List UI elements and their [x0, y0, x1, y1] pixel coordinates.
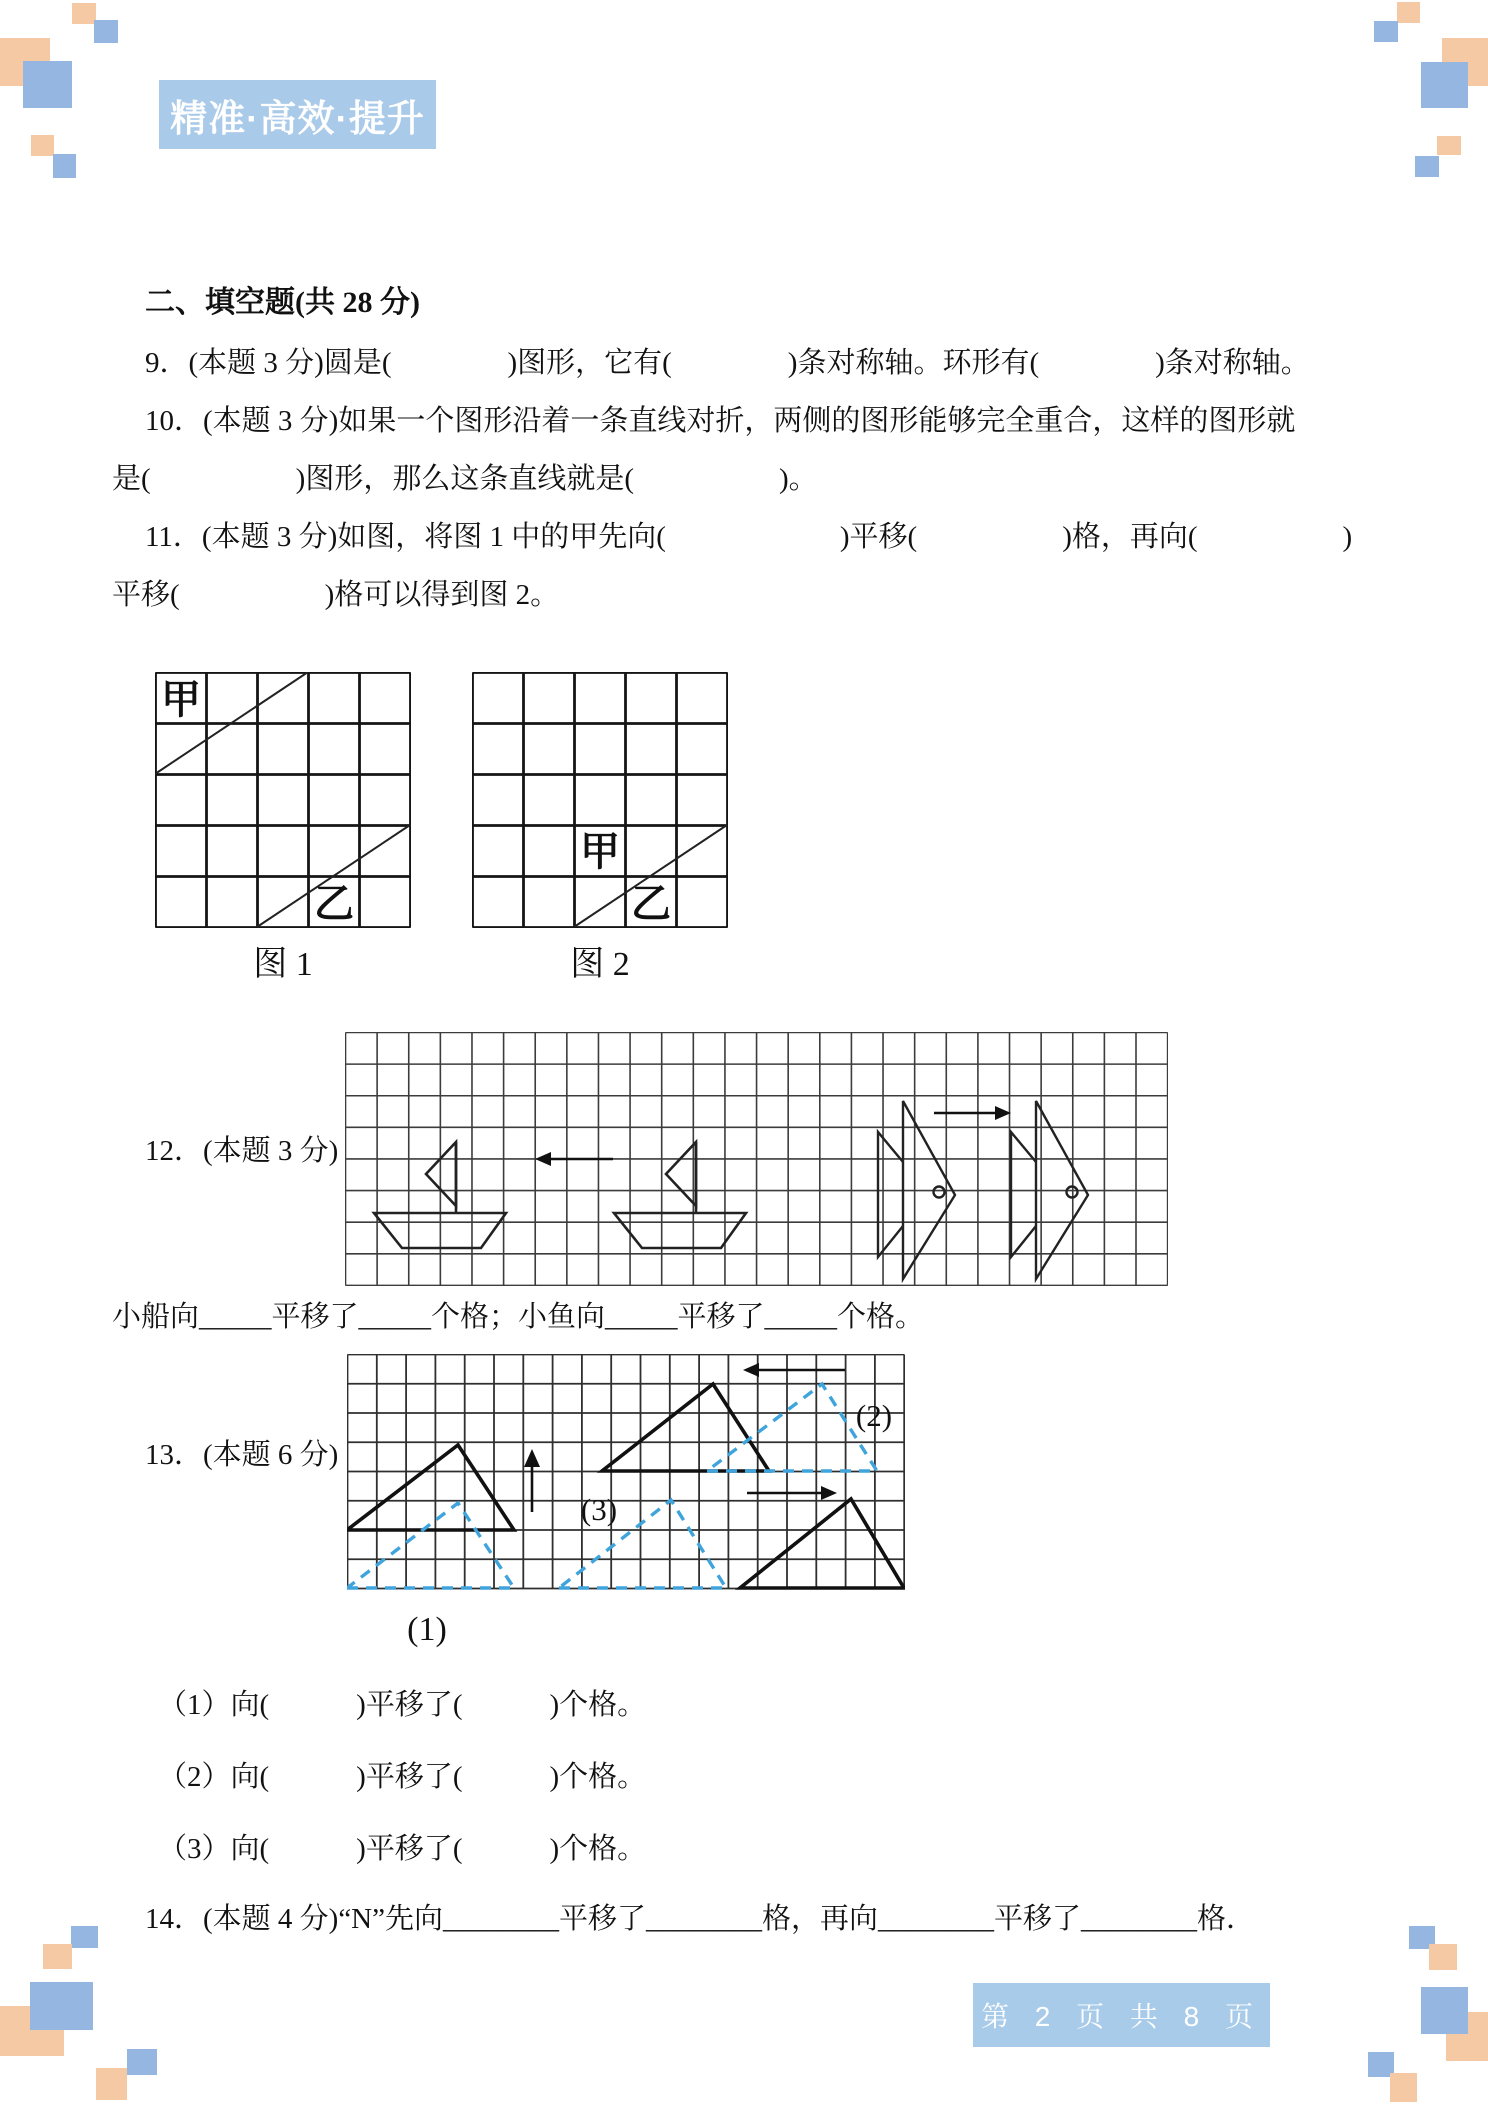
- decor-square-orange: [1429, 1944, 1457, 1970]
- dashed-triangle-2: [707, 1384, 877, 1471]
- question-11-line1: 11．(本题 3 分)如图，将图 1 中的甲先向( )平移( )格，再向( ): [145, 521, 1353, 553]
- question-13-label: 13．(本题 6 分): [145, 1439, 339, 1471]
- boat-shape-translated: [614, 1142, 746, 1248]
- dashed-triangle-1: [347, 1503, 514, 1588]
- decor-square-orange: [1437, 136, 1461, 155]
- decor-square-blue: [71, 1926, 98, 1948]
- grid2-yi-label: 乙: [631, 881, 671, 926]
- question-9: 9．(本题 3 分)圆是( )图形，它有( )条对称轴。环形有( )条对称轴。: [145, 347, 1310, 379]
- decor-square-blue: [53, 154, 76, 178]
- decor-square-orange: [43, 1944, 72, 1969]
- question-10-line2: 是( )图形，那么这条直线就是( )。: [112, 463, 818, 495]
- decor-square-blue: [127, 2049, 157, 2075]
- decor-square-blue: [1374, 21, 1398, 42]
- decor-square-orange: [72, 3, 96, 24]
- decor-square-orange: [31, 135, 54, 156]
- figure-13-grid: [347, 1354, 905, 1654]
- figure-13-label-1: (1): [407, 1611, 447, 1648]
- grid1-yi-label: 乙: [314, 881, 354, 926]
- header-badge-text: 精准·高效·提升: [170, 97, 425, 139]
- figure-12-grid: [345, 1032, 1168, 1286]
- figure-11-grid-1: [155, 672, 411, 928]
- decor-square-blue: [1421, 1987, 1468, 2034]
- figure-13-label-2: (2): [855, 1398, 893, 1433]
- decor-square-blue: [30, 1982, 93, 2030]
- left-arrow-icon: [535, 1152, 613, 1166]
- decor-square-blue: [23, 61, 72, 108]
- decor-square-orange: [96, 2068, 127, 2100]
- decor-square-orange: [1390, 2073, 1417, 2102]
- decor-square-orange: [1397, 2, 1420, 23]
- question-11-line2: 平移( )格可以得到图 2。: [112, 579, 560, 611]
- page-footer: [973, 1983, 1270, 2047]
- figure-13-label-3: (3): [580, 1492, 618, 1527]
- decor-square-blue: [1421, 62, 1468, 108]
- question-13-sub2: （2）向( )平移了( )个格。: [158, 1761, 647, 1793]
- page-number-text: 第 2 页 共 8 页: [980, 2001, 1263, 2032]
- question-12-label: 12．(本题 3 分): [145, 1135, 339, 1167]
- right-arrow-icon: [747, 1486, 837, 1500]
- question-14: 14．(本题 4 分)“N”先向________平移了________格，再向________平移了________格．: [145, 1903, 1256, 1935]
- left-arrow-icon: [743, 1363, 845, 1377]
- figure-1-caption: 图 1: [253, 946, 313, 983]
- solid-triangle-bottom-right: [740, 1499, 904, 1588]
- question-13-sub3: （3）向( )平移了( )个格。: [158, 1833, 647, 1865]
- figure-11-grid-2: [472, 672, 728, 928]
- solid-triangle-left: [347, 1445, 514, 1530]
- solid-triangle-top: [602, 1384, 769, 1471]
- up-arrow-icon: [524, 1449, 540, 1512]
- question-12-answer-line: 小船向_____平移了_____个格；小鱼向_____平移了_____个格。: [112, 1301, 925, 1333]
- section-title: 二、填空题(共 28 分): [145, 286, 420, 319]
- figure-2-caption: 图 2: [570, 946, 630, 983]
- question-13-sub1: （1）向( )平移了( )个格。: [158, 1689, 647, 1721]
- grid1-jia-label: 甲: [161, 677, 201, 722]
- decor-square-blue: [94, 20, 118, 43]
- grid2-jia-label: 甲: [580, 829, 620, 874]
- decor-square-blue: [1415, 156, 1439, 177]
- header-badge: [159, 80, 436, 149]
- question-10-line1: 10．(本题 3 分)如果一个图形沿着一条直线对折，两侧的图形能够完全重合，这样的图形就: [145, 405, 1296, 437]
